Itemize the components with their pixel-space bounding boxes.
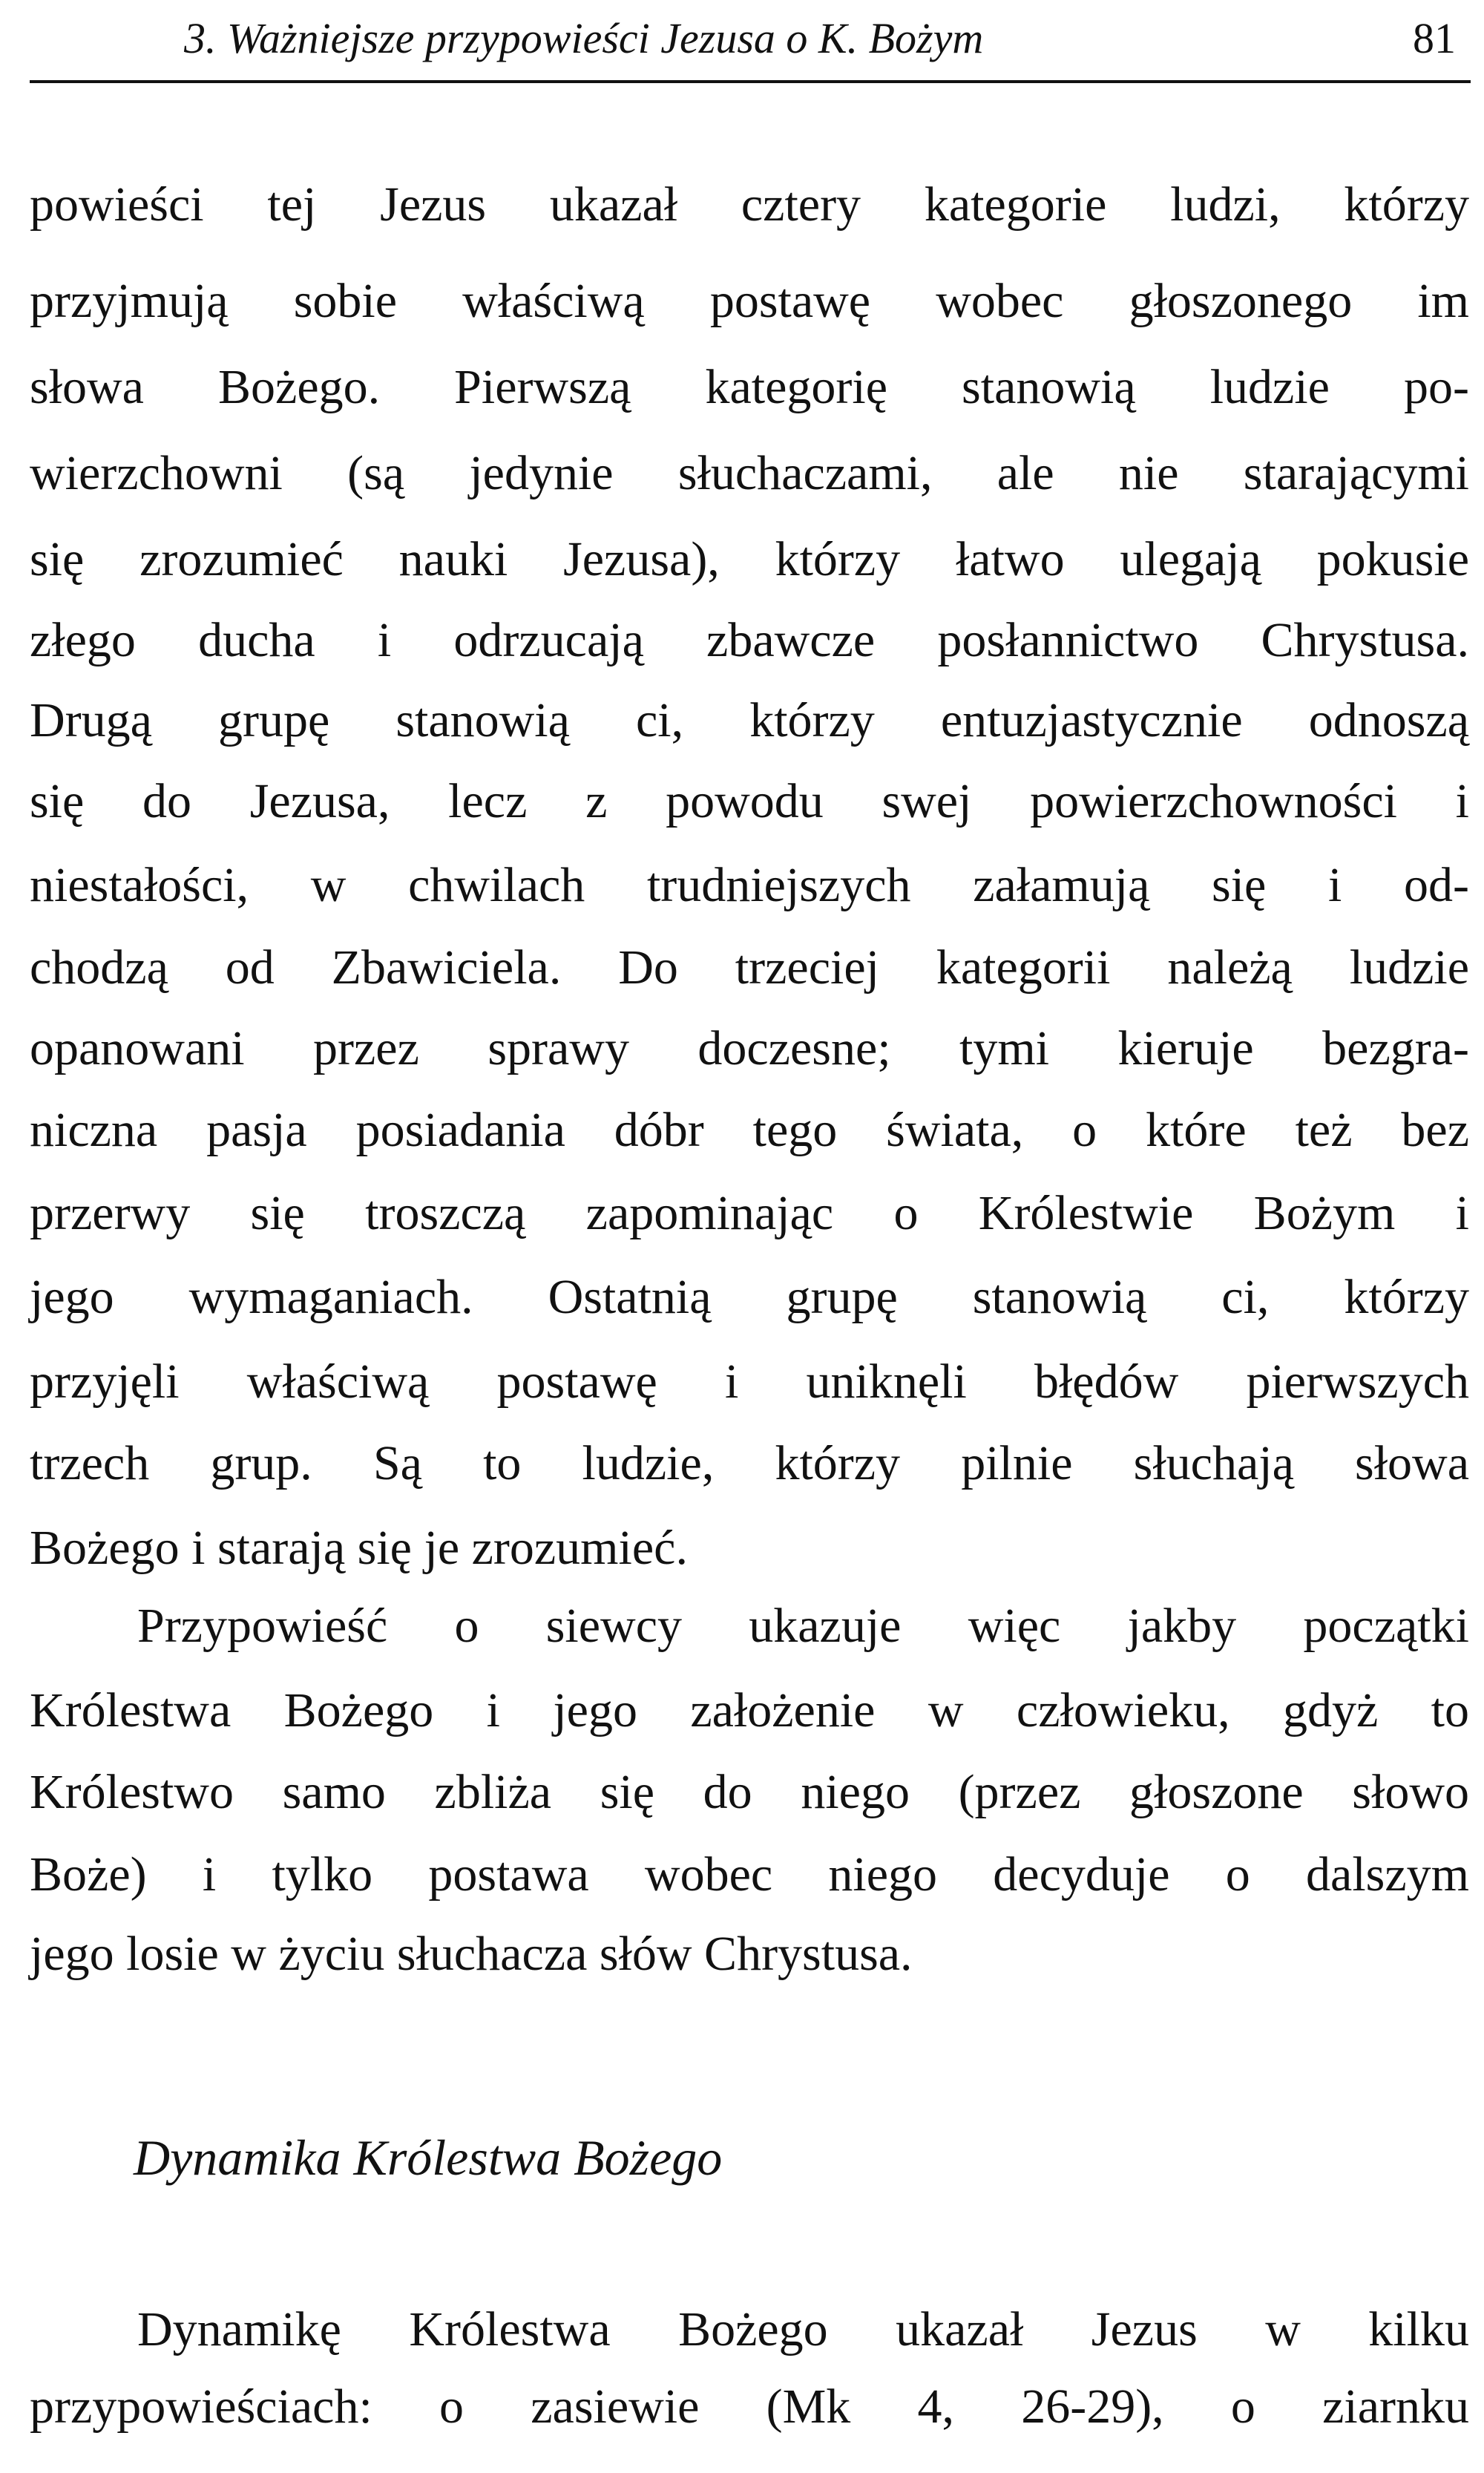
text-line: przyjmują sobie właściwą postawę wobec głoszonego im <box>30 274 1469 328</box>
text-line: jego losie w życiu słuchacza słów Chrystusa. <box>30 1927 913 1981</box>
text-line: Bożego i starają się je zrozumieć. <box>30 1521 688 1575</box>
running-header-title: 3. Ważniejsze przypowieści Jezusa o K. Bożym <box>184 14 984 62</box>
section-heading: Dynamika Królestwa Bożego <box>134 2129 723 2186</box>
text-line: się zrozumieć nauki Jezusa), którzy łatwo ulegają pokusie <box>30 532 1469 586</box>
text-line: wierzchowni (są jedynie słuchaczami, ale nie starającymi <box>30 446 1469 500</box>
text-line: niestałości, w chwilach trudniejszych załamują się i od- <box>30 858 1469 912</box>
text-line: opanowani przez sprawy doczesne; tymi kieruje bezgra- <box>30 1021 1469 1075</box>
text-line: się do Jezusa, lecz z powodu swej powierzchowności i <box>30 774 1469 828</box>
text-line: złego ducha i odrzucają zbawcze posłannictwo Chrystusa. <box>30 613 1469 667</box>
text-line: Królestwa Bożego i jego założenie w człowieku, gdyż to <box>30 1683 1469 1737</box>
text-line: przyjęli właściwą postawę i uniknęli błędów pierwszych <box>30 1355 1469 1409</box>
text-line: Królestwo samo zbliża się do niego (przez głoszone słowo <box>30 1765 1469 1819</box>
text-line: Boże) i tylko postawa wobec niego decyduje o dalszym <box>30 1847 1469 1902</box>
text-line: Dynamikę Królestwa Bożego ukazał Jezus w kilku <box>137 2302 1469 2356</box>
running-header <box>30 6 1471 83</box>
text-line: Drugą grupę stanowią ci, którzy entuzjastycznie odnoszą <box>30 693 1469 747</box>
text-line: niczna pasja posiadania dóbr tego świata, o które też bez <box>30 1103 1469 1157</box>
text-line: słowa Bożego. Pierwszą kategorię stanowią ludzie po- <box>30 360 1469 414</box>
text-line: chodzą od Zbawiciela. Do trzeciej kategorii należą ludzie <box>30 940 1469 995</box>
page-number: 81 <box>1413 14 1456 62</box>
text-line: powieści tej Jezus ukazał cztery kategorie ludzi, którzy <box>30 177 1469 232</box>
text-line: jego wymaganiach. Ostatnią grupę stanowią ci, którzy <box>30 1270 1469 1324</box>
text-line: przerwy się troszczą zapominając o Królestwie Bożym i <box>30 1186 1469 1240</box>
text-line: Przypowieść o siewcy ukazuje więc jakby początki <box>137 1599 1469 1653</box>
text-line: trzech grup. Są to ludzie, którzy pilnie słuchają słowa <box>30 1436 1469 1490</box>
text-line: przypowieściach: o zasiewie (Mk 4, 26-29), o ziarnku <box>30 2379 1469 2434</box>
